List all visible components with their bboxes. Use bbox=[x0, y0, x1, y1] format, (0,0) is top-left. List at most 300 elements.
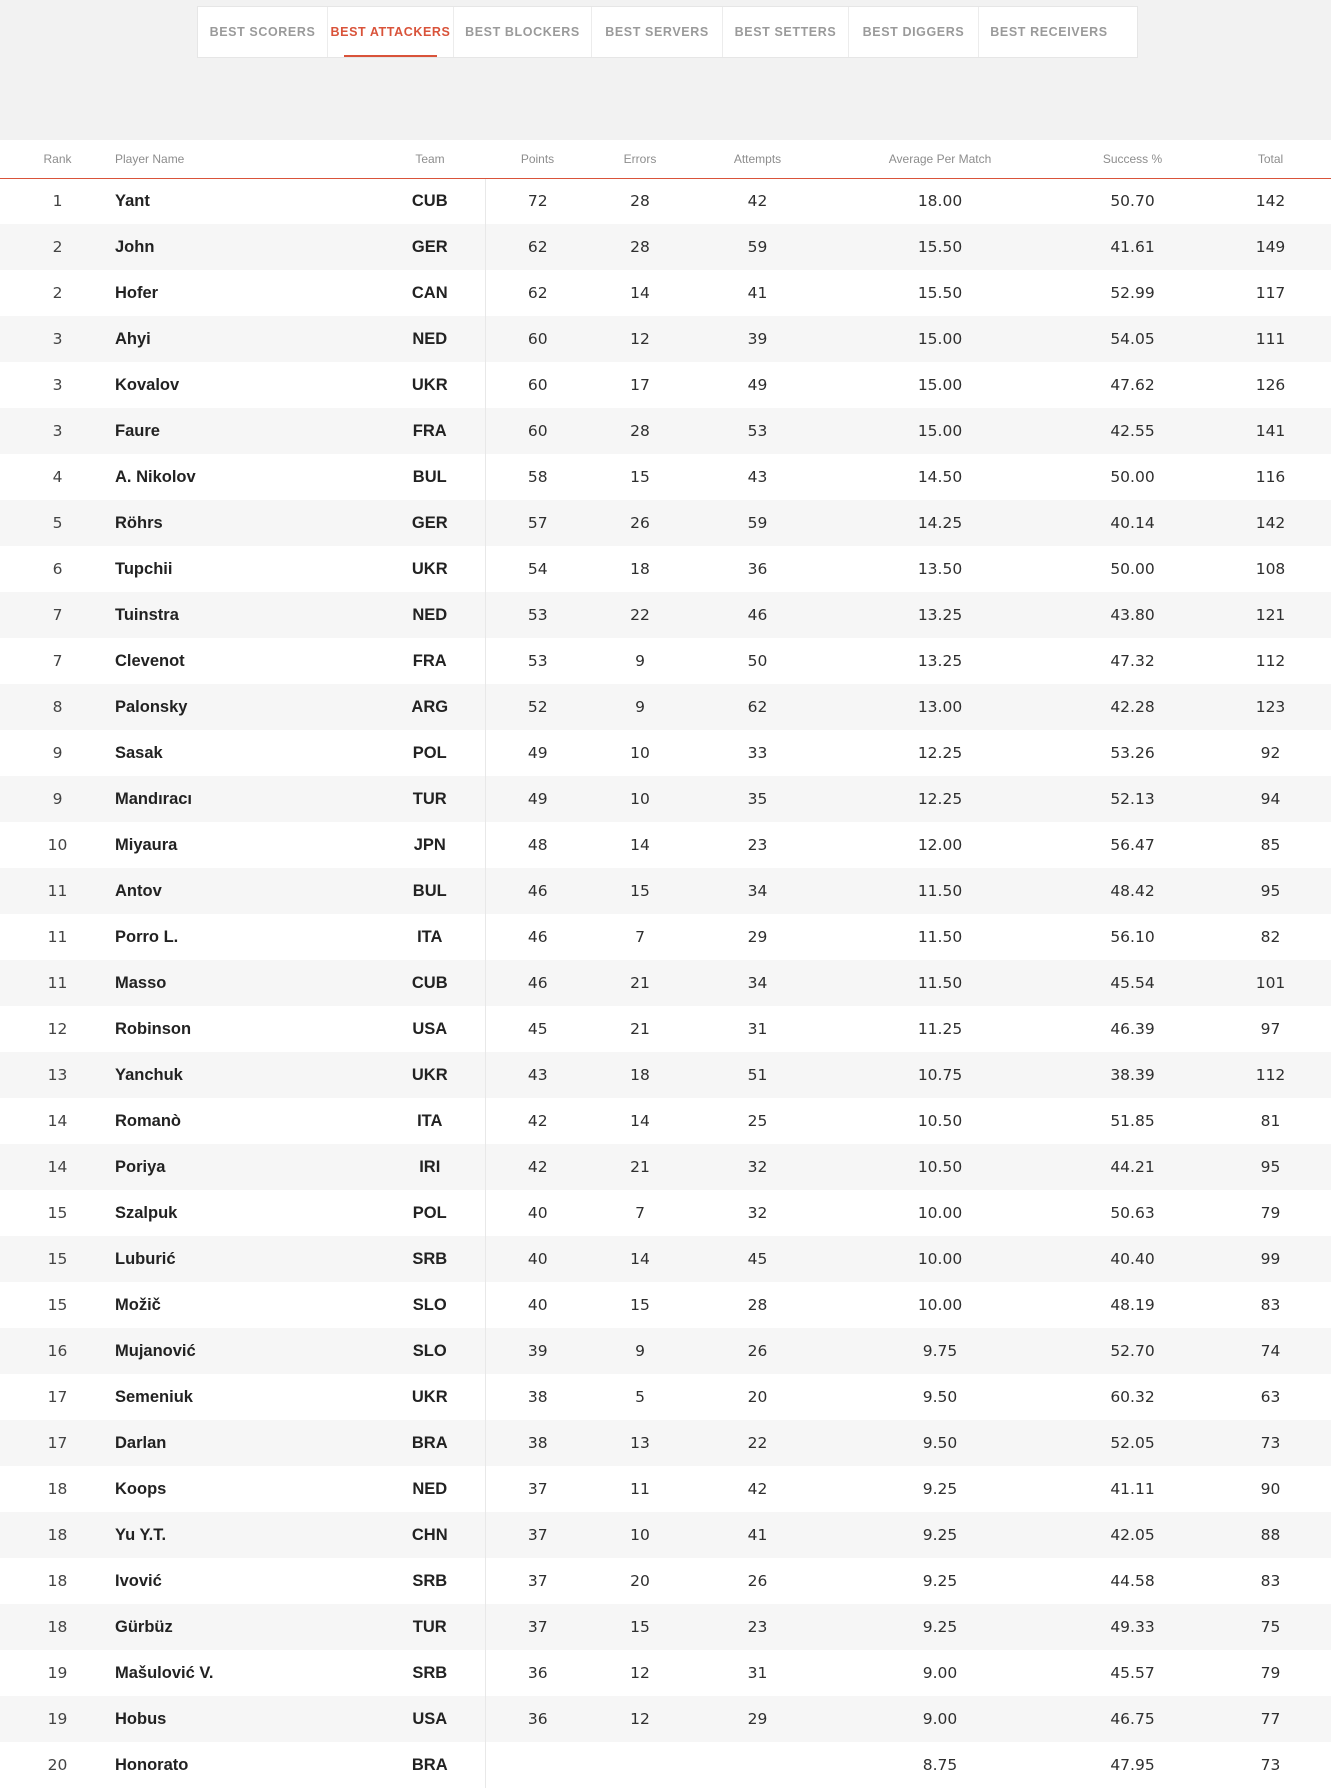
cell-average-per-match: 15.00 bbox=[917, 330, 963, 348]
cell-average-per-match: 9.25 bbox=[922, 1572, 958, 1590]
table-row[interactable] bbox=[0, 454, 1331, 500]
table-row[interactable] bbox=[0, 592, 1331, 638]
cell-rank: 14 bbox=[47, 1112, 68, 1130]
cell-points: 40 bbox=[527, 1204, 548, 1222]
cell-errors: 21 bbox=[630, 1020, 650, 1038]
cell-team: UKR bbox=[375, 1374, 485, 1420]
cell-points: 57 bbox=[527, 514, 548, 532]
cell-player-name[interactable]: Mujanović bbox=[115, 1341, 196, 1360]
cell-rank: 9 bbox=[52, 790, 63, 808]
col-header-success-pct[interactable]: Success % bbox=[1055, 140, 1210, 178]
cell-attempts: 26 bbox=[747, 1572, 768, 1590]
cell-total: 92 bbox=[1260, 744, 1281, 762]
cell-team: ITA bbox=[375, 1098, 485, 1144]
cell-points: 60 bbox=[527, 376, 548, 394]
cell-success-pct: 43.80 bbox=[1110, 606, 1155, 624]
cell-average-per-match: 8.75 bbox=[922, 1756, 958, 1774]
cell-errors: 15 bbox=[630, 1618, 650, 1636]
table-row[interactable] bbox=[0, 1052, 1331, 1098]
cell-rank: 8 bbox=[52, 698, 63, 716]
cell-team: ITA bbox=[375, 914, 485, 960]
cell-errors: 15 bbox=[630, 1296, 650, 1314]
cell-rank: 15 bbox=[47, 1250, 68, 1268]
table-row[interactable] bbox=[0, 960, 1331, 1006]
cell-attempts: 31 bbox=[747, 1664, 768, 1682]
cell-attempts: 43 bbox=[747, 468, 768, 486]
cell-points: 53 bbox=[527, 652, 548, 670]
cell-success-pct: 52.99 bbox=[1110, 284, 1155, 302]
cell-player-name[interactable]: Yu Y.T. bbox=[115, 1525, 167, 1544]
cell-attempts: 33 bbox=[747, 744, 768, 762]
cell-average-per-match: 13.25 bbox=[917, 652, 963, 670]
table-row[interactable] bbox=[0, 1236, 1331, 1282]
cell-rank: 16 bbox=[47, 1342, 68, 1360]
tab-best-diggers[interactable]: BEST DIGGERS bbox=[849, 7, 979, 57]
cell-average-per-match: 9.50 bbox=[922, 1434, 958, 1452]
cell-errors: 10 bbox=[630, 1526, 650, 1544]
col-header-player-name[interactable]: Player Name bbox=[115, 140, 375, 178]
cell-errors: 28 bbox=[630, 422, 650, 440]
cell-rank: 5 bbox=[52, 514, 63, 532]
cell-attempts: 34 bbox=[747, 882, 768, 900]
cell-player-name[interactable]: Mandıracı bbox=[115, 789, 193, 808]
cell-attempts: 34 bbox=[747, 974, 768, 992]
cell-errors bbox=[590, 1742, 690, 1788]
cell-success-pct: 40.14 bbox=[1110, 514, 1155, 532]
tab-best-setters[interactable]: BEST SETTERS bbox=[723, 7, 849, 57]
table-row[interactable] bbox=[0, 1650, 1331, 1696]
cell-total: 74 bbox=[1260, 1342, 1281, 1360]
cell-total: 83 bbox=[1260, 1572, 1281, 1590]
cell-total: 88 bbox=[1260, 1526, 1281, 1544]
cell-team: IRI bbox=[375, 1144, 485, 1190]
table-body bbox=[0, 178, 1331, 1788]
table-header-row bbox=[0, 140, 1331, 178]
cell-team: CAN bbox=[375, 270, 485, 316]
cell-player-name[interactable]: Hofer bbox=[115, 283, 159, 302]
cell-total: 116 bbox=[1255, 468, 1286, 486]
cell-player-name[interactable]: Porro L. bbox=[115, 927, 179, 946]
cell-average-per-match: 10.50 bbox=[917, 1112, 963, 1130]
cell-total: 94 bbox=[1260, 790, 1281, 808]
cell-total: 90 bbox=[1260, 1480, 1281, 1498]
cell-team: UKR bbox=[375, 546, 485, 592]
cell-player-name[interactable]: Masso bbox=[115, 973, 167, 992]
cell-rank: 17 bbox=[47, 1434, 68, 1452]
cell-attempts: 22 bbox=[747, 1434, 768, 1452]
cell-success-pct: 45.54 bbox=[1110, 974, 1155, 992]
table-row[interactable] bbox=[0, 1190, 1331, 1236]
cell-player-name[interactable]: Robinson bbox=[115, 1019, 192, 1038]
cell-average-per-match: 11.25 bbox=[917, 1020, 963, 1038]
table-row[interactable] bbox=[0, 1006, 1331, 1052]
cell-points: 52 bbox=[527, 698, 548, 716]
cell-team: ARG bbox=[375, 684, 485, 730]
cell-points: 38 bbox=[527, 1388, 548, 1406]
cell-errors: 10 bbox=[630, 744, 650, 762]
cell-attempts: 20 bbox=[747, 1388, 768, 1406]
table-row[interactable] bbox=[0, 1328, 1331, 1374]
cell-team: NED bbox=[375, 1466, 485, 1512]
cell-errors: 9 bbox=[635, 698, 645, 716]
cell-attempts: 62 bbox=[747, 698, 768, 716]
cell-player-name[interactable]: Yanchuk bbox=[115, 1065, 183, 1084]
cell-attempts: 32 bbox=[747, 1204, 768, 1222]
cell-success-pct: 56.10 bbox=[1110, 928, 1155, 946]
cell-team: BUL bbox=[375, 868, 485, 914]
cell-total: 112 bbox=[1255, 652, 1286, 670]
cell-average-per-match: 9.00 bbox=[922, 1710, 958, 1728]
table-row[interactable] bbox=[0, 1144, 1331, 1190]
cell-average-per-match: 9.00 bbox=[922, 1664, 958, 1682]
col-header-total[interactable]: Total bbox=[1210, 140, 1331, 178]
cell-attempts bbox=[690, 1742, 825, 1788]
cell-average-per-match: 13.50 bbox=[917, 560, 963, 578]
cell-success-pct: 47.95 bbox=[1110, 1756, 1155, 1774]
cell-errors: 15 bbox=[630, 468, 650, 486]
cell-average-per-match: 12.00 bbox=[917, 836, 963, 854]
cell-errors: 14 bbox=[630, 1250, 650, 1268]
cell-team: FRA bbox=[375, 638, 485, 684]
cell-total: 126 bbox=[1255, 376, 1286, 394]
cell-average-per-match: 9.75 bbox=[922, 1342, 958, 1360]
cell-errors: 13 bbox=[630, 1434, 650, 1452]
cell-points: 58 bbox=[527, 468, 548, 486]
cell-average-per-match: 11.50 bbox=[917, 882, 963, 900]
page-header-area bbox=[0, 0, 1331, 140]
cell-errors: 12 bbox=[630, 1710, 650, 1728]
cell-team: NED bbox=[375, 592, 485, 638]
cell-total: 83 bbox=[1260, 1296, 1281, 1314]
cell-total: 123 bbox=[1255, 698, 1286, 716]
cell-average-per-match: 18.00 bbox=[917, 192, 963, 211]
cell-success-pct: 49.33 bbox=[1110, 1618, 1155, 1636]
cell-errors: 18 bbox=[630, 560, 650, 578]
cell-rank: 11 bbox=[47, 928, 68, 946]
cell-rank: 18 bbox=[47, 1572, 68, 1590]
cell-errors: 14 bbox=[630, 1112, 650, 1130]
col-header-errors[interactable]: Errors bbox=[590, 140, 690, 178]
cell-success-pct: 54.05 bbox=[1110, 330, 1155, 348]
col-header-rank[interactable]: Rank bbox=[0, 140, 115, 178]
cell-player-name[interactable]: Tupchii bbox=[115, 559, 173, 578]
cell-average-per-match: 10.00 bbox=[917, 1204, 963, 1222]
cell-points: 46 bbox=[527, 928, 548, 946]
cell-rank: 11 bbox=[47, 882, 68, 900]
cell-total: 108 bbox=[1255, 560, 1286, 578]
cell-success-pct: 41.11 bbox=[1110, 1480, 1155, 1498]
cell-success-pct: 53.26 bbox=[1110, 744, 1155, 762]
col-header-points[interactable]: Points bbox=[485, 140, 590, 178]
cell-player-name[interactable]: A. Nikolov bbox=[115, 467, 196, 486]
cell-errors: 7 bbox=[635, 1204, 645, 1222]
cell-player-name[interactable]: Poriya bbox=[115, 1157, 166, 1176]
cell-total: 112 bbox=[1255, 1066, 1286, 1084]
col-header-team[interactable]: Team bbox=[375, 140, 485, 178]
cell-points: 49 bbox=[527, 790, 548, 808]
cell-attempts: 50 bbox=[747, 652, 768, 670]
cell-total: 85 bbox=[1260, 836, 1281, 854]
cell-player-name[interactable]: Možič bbox=[115, 1295, 161, 1314]
cell-points: 37 bbox=[527, 1572, 548, 1590]
cell-team: POL bbox=[375, 1190, 485, 1236]
cell-team: USA bbox=[375, 1696, 485, 1742]
cell-player-name[interactable]: Hobus bbox=[115, 1709, 167, 1728]
cell-player-name[interactable]: Faure bbox=[115, 421, 160, 440]
cell-success-pct: 46.39 bbox=[1110, 1020, 1155, 1038]
cell-attempts: 35 bbox=[747, 790, 768, 808]
cell-average-per-match: 15.50 bbox=[917, 238, 963, 256]
table-row[interactable] bbox=[0, 1604, 1331, 1650]
cell-attempts: 41 bbox=[747, 284, 768, 302]
cell-points: 38 bbox=[527, 1434, 548, 1452]
cell-average-per-match: 12.25 bbox=[917, 790, 963, 808]
cell-total: 142 bbox=[1255, 192, 1286, 211]
cell-errors: 12 bbox=[630, 330, 650, 348]
cell-attempts: 42 bbox=[747, 192, 768, 211]
cell-team: SRB bbox=[375, 1650, 485, 1696]
cell-average-per-match: 9.25 bbox=[922, 1526, 958, 1544]
cell-rank: 2 bbox=[52, 284, 63, 302]
tab-best-attackers[interactable]: BEST ATTACKERS bbox=[328, 7, 454, 57]
cell-points: 36 bbox=[527, 1710, 548, 1728]
stats-table-container bbox=[0, 140, 1331, 1788]
cell-errors: 17 bbox=[630, 376, 650, 394]
tab-best-scorers[interactable]: BEST SCORERS bbox=[198, 7, 328, 57]
cell-errors: 28 bbox=[630, 238, 650, 256]
cell-points: 72 bbox=[527, 192, 548, 211]
cell-errors: 9 bbox=[635, 652, 645, 670]
table-row[interactable] bbox=[0, 776, 1331, 822]
cell-team: SLO bbox=[375, 1328, 485, 1374]
table-row[interactable] bbox=[0, 1420, 1331, 1466]
cell-errors: 26 bbox=[630, 514, 650, 532]
table-row[interactable] bbox=[0, 500, 1331, 546]
cell-success-pct: 44.21 bbox=[1110, 1158, 1155, 1176]
cell-rank: 1 bbox=[52, 192, 63, 211]
cell-errors: 11 bbox=[630, 1480, 650, 1498]
cell-rank: 15 bbox=[47, 1296, 68, 1314]
cell-player-name[interactable]: Honorato bbox=[115, 1755, 189, 1774]
table-row[interactable] bbox=[0, 684, 1331, 730]
cell-player-name[interactable]: Röhrs bbox=[115, 513, 163, 532]
cell-average-per-match: 9.25 bbox=[922, 1618, 958, 1636]
cell-player-name[interactable]: Sasak bbox=[115, 743, 163, 762]
col-header-attempts[interactable]: Attempts bbox=[690, 140, 825, 178]
cell-player-name[interactable]: Tuinstra bbox=[115, 605, 179, 624]
cell-rank: 9 bbox=[52, 744, 63, 762]
table-row[interactable] bbox=[0, 408, 1331, 454]
cell-errors: 14 bbox=[630, 836, 650, 854]
cell-success-pct: 47.32 bbox=[1110, 652, 1155, 670]
tab-best-blockers[interactable]: BEST BLOCKERS bbox=[454, 7, 592, 57]
cell-team: CUB bbox=[375, 178, 485, 224]
cell-average-per-match: 12.25 bbox=[917, 744, 963, 762]
table-row[interactable] bbox=[0, 638, 1331, 684]
table-row[interactable] bbox=[0, 316, 1331, 362]
cell-team: TUR bbox=[375, 1604, 485, 1650]
cell-average-per-match: 15.50 bbox=[917, 284, 963, 302]
cell-errors: 12 bbox=[630, 1664, 650, 1682]
cell-total: 99 bbox=[1260, 1250, 1281, 1268]
cell-average-per-match: 9.50 bbox=[922, 1388, 958, 1406]
cell-total: 101 bbox=[1255, 974, 1286, 992]
cell-rank: 20 bbox=[47, 1756, 68, 1774]
cell-total: 73 bbox=[1260, 1434, 1281, 1452]
cell-total: 95 bbox=[1260, 882, 1281, 900]
tab-best-servers[interactable]: BEST SERVERS bbox=[592, 7, 723, 57]
cell-attempts: 32 bbox=[747, 1158, 768, 1176]
cell-success-pct: 50.70 bbox=[1110, 192, 1155, 211]
cell-rank: 10 bbox=[47, 836, 68, 854]
cell-points: 54 bbox=[527, 560, 548, 578]
cell-player-name[interactable]: Mašulović V. bbox=[115, 1663, 214, 1682]
cell-total: 82 bbox=[1260, 928, 1281, 946]
table-row[interactable] bbox=[0, 1374, 1331, 1420]
cell-player-name[interactable]: Szalpuk bbox=[115, 1203, 178, 1222]
cell-success-pct: 51.85 bbox=[1110, 1112, 1155, 1130]
table-row[interactable] bbox=[0, 1512, 1331, 1558]
cell-player-name[interactable]: Darlan bbox=[115, 1433, 167, 1452]
cell-attempts: 42 bbox=[747, 1480, 768, 1498]
cell-player-name[interactable]: John bbox=[115, 237, 155, 256]
table-row[interactable] bbox=[0, 1742, 1331, 1788]
table-row[interactable] bbox=[0, 362, 1331, 408]
cell-success-pct: 45.57 bbox=[1110, 1664, 1155, 1682]
cell-success-pct: 52.70 bbox=[1110, 1342, 1155, 1360]
cell-attempts: 51 bbox=[747, 1066, 768, 1084]
cell-rank: 7 bbox=[52, 652, 63, 670]
cell-team: UKR bbox=[375, 1052, 485, 1098]
cell-team: NED bbox=[375, 316, 485, 362]
cell-team: BRA bbox=[375, 1742, 485, 1788]
table-row[interactable] bbox=[0, 1696, 1331, 1742]
cell-errors: 21 bbox=[630, 1158, 650, 1176]
cell-team: SLO bbox=[375, 1282, 485, 1328]
cell-team: TUR bbox=[375, 776, 485, 822]
cell-attempts: 41 bbox=[747, 1526, 768, 1544]
cell-errors: 28 bbox=[630, 192, 650, 211]
cell-points: 39 bbox=[527, 1342, 548, 1360]
cell-rank: 18 bbox=[47, 1618, 68, 1636]
cell-player-name[interactable]: Luburić bbox=[115, 1249, 176, 1268]
cell-points: 37 bbox=[527, 1618, 548, 1636]
table-row[interactable] bbox=[0, 224, 1331, 270]
cell-errors: 21 bbox=[630, 974, 650, 992]
cell-success-pct: 46.75 bbox=[1110, 1710, 1155, 1728]
cell-attempts: 49 bbox=[747, 376, 768, 394]
cell-total: 63 bbox=[1260, 1388, 1281, 1406]
cell-total: 79 bbox=[1260, 1204, 1281, 1222]
cell-attempts: 29 bbox=[747, 928, 768, 946]
cell-total: 73 bbox=[1260, 1756, 1281, 1774]
cell-player-name[interactable]: Ivović bbox=[115, 1571, 162, 1590]
cell-errors: 22 bbox=[630, 606, 650, 624]
stats-tabs bbox=[197, 6, 1138, 58]
cell-success-pct: 40.40 bbox=[1110, 1250, 1155, 1268]
cell-total: 141 bbox=[1255, 422, 1286, 440]
cell-total: 117 bbox=[1255, 284, 1286, 302]
cell-total: 111 bbox=[1255, 330, 1286, 348]
cell-errors: 10 bbox=[630, 790, 650, 808]
cell-points: 37 bbox=[527, 1526, 548, 1544]
cell-success-pct: 60.32 bbox=[1110, 1388, 1155, 1406]
cell-player-name[interactable]: Miyaura bbox=[115, 835, 178, 854]
cell-success-pct: 42.28 bbox=[1110, 698, 1155, 716]
cell-success-pct: 50.63 bbox=[1110, 1204, 1155, 1222]
cell-average-per-match: 15.00 bbox=[917, 422, 963, 440]
cell-player-name[interactable]: Antov bbox=[115, 881, 162, 900]
table-row[interactable] bbox=[0, 1466, 1331, 1512]
cell-rank: 19 bbox=[47, 1710, 68, 1728]
cell-player-name[interactable]: Clevenot bbox=[115, 651, 185, 670]
table-row[interactable] bbox=[0, 868, 1331, 914]
table-row[interactable] bbox=[0, 546, 1331, 592]
cell-points: 60 bbox=[527, 330, 548, 348]
cell-success-pct: 47.62 bbox=[1110, 376, 1155, 394]
cell-points: 42 bbox=[527, 1158, 548, 1176]
table-row[interactable] bbox=[0, 822, 1331, 868]
cell-rank: 14 bbox=[47, 1158, 68, 1176]
cell-average-per-match: 10.00 bbox=[917, 1250, 963, 1268]
table-row[interactable] bbox=[0, 1558, 1331, 1604]
table-row[interactable] bbox=[0, 914, 1331, 960]
table-row[interactable] bbox=[0, 730, 1331, 776]
col-header-average-per-match[interactable]: Average Per Match bbox=[825, 140, 1055, 178]
cell-team: SRB bbox=[375, 1558, 485, 1604]
cell-team: CHN bbox=[375, 1512, 485, 1558]
cell-rank: 17 bbox=[47, 1388, 68, 1406]
cell-player-name[interactable]: Ahyi bbox=[115, 329, 151, 348]
table-row[interactable] bbox=[0, 178, 1331, 224]
cell-player-name[interactable]: Semeniuk bbox=[115, 1387, 193, 1406]
cell-attempts: 31 bbox=[747, 1020, 768, 1038]
cell-points: 60 bbox=[527, 422, 548, 440]
cell-success-pct: 42.05 bbox=[1110, 1526, 1155, 1544]
cell-errors: 18 bbox=[630, 1066, 650, 1084]
cell-player-name[interactable]: Yant bbox=[115, 191, 150, 210]
table-row[interactable] bbox=[0, 1098, 1331, 1144]
cell-errors: 15 bbox=[630, 882, 650, 900]
cell-points: 53 bbox=[527, 606, 548, 624]
cell-rank: 11 bbox=[47, 974, 68, 992]
cell-success-pct: 52.13 bbox=[1110, 790, 1155, 808]
cell-errors: 5 bbox=[635, 1388, 645, 1406]
cell-average-per-match: 14.50 bbox=[917, 468, 963, 486]
cell-team: POL bbox=[375, 730, 485, 776]
cell-total: 142 bbox=[1255, 514, 1286, 532]
cell-average-per-match: 9.25 bbox=[922, 1480, 958, 1498]
cell-attempts: 59 bbox=[747, 238, 768, 256]
cell-points: 36 bbox=[527, 1664, 548, 1682]
cell-player-name[interactable]: Gürbüz bbox=[115, 1617, 173, 1636]
cell-team: BUL bbox=[375, 454, 485, 500]
cell-attempts: 36 bbox=[747, 560, 768, 578]
table-row[interactable] bbox=[0, 270, 1331, 316]
cell-average-per-match: 14.25 bbox=[917, 514, 963, 532]
cell-rank: 15 bbox=[47, 1204, 68, 1222]
cell-player-name[interactable]: Koops bbox=[115, 1479, 167, 1498]
cell-player-name[interactable]: Romanò bbox=[115, 1111, 181, 1130]
cell-average-per-match: 10.75 bbox=[917, 1066, 963, 1084]
cell-total: 95 bbox=[1260, 1158, 1281, 1176]
table-row[interactable] bbox=[0, 1282, 1331, 1328]
cell-player-name[interactable]: Kovalov bbox=[115, 375, 180, 394]
cell-player-name[interactable]: Palonsky bbox=[115, 697, 188, 716]
tab-best-receivers[interactable]: BEST RECEIVERS bbox=[990, 25, 1108, 39]
cell-average-per-match: 13.00 bbox=[917, 698, 963, 716]
cell-points bbox=[485, 1742, 590, 1788]
